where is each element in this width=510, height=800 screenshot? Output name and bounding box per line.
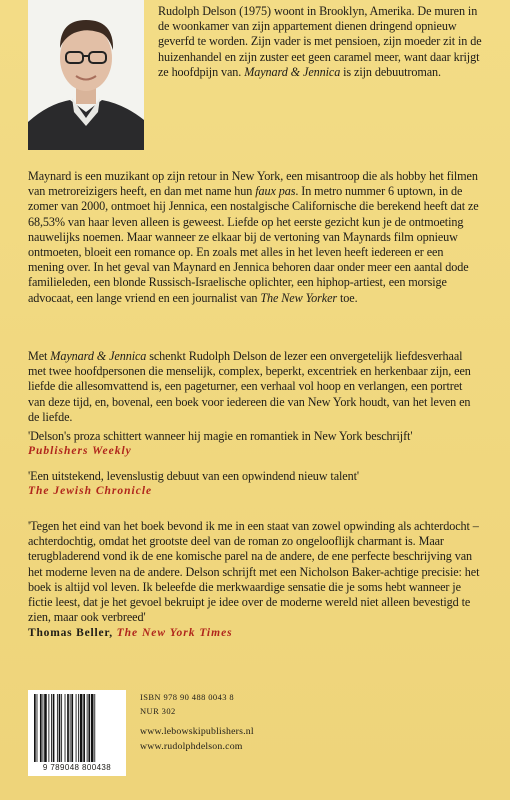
nur-text: NUR 302 <box>140 706 176 717</box>
quote-source: The Jewish Chronicle <box>28 485 153 498</box>
review-quote <box>28 429 482 459</box>
isbn-barcode <box>28 690 126 776</box>
author-photo <box>28 0 144 150</box>
publisher-website-link[interactable]: www.lebowskipublishers.nl <box>140 726 254 738</box>
quote-text: 'Tegen het eind van het boek bevond ik me in een staat van zowel opwinding als achterdocht – achterdochtig, omdat het grootste deel van de roman zo ongelooflijk charmant is. Maar terugbladerend vond ik de ene komische parel na de andere, de ene perfecte beschrijving van het moderne leven na de andere. Delson schrijft met een Nicholson Baker-achtige precisie: het boek is altijd vol leven. Ik beleefde die merkwaardige sensatie die je soms hebt wanneer je fictie leest, dat je het gevoel bekruipt je idee over de moderne wereld niet alleen bevestigd te zien, maar ook verbreed' <box>28 519 480 625</box>
author-bio: Rudolph Delson (1975) woont in Brooklyn, Amerika. De muren in de woonkamer van zijn appartement dienen dringend opnieuw geverfd te worden. Zijn vader is met pensioen, zijn moeder zit in de huizenhandel en zijn zuster eet geen caramel meer, want daar krijgt ze hoofdpijn van. Maynard & Jennica is zijn debuutroman. <box>158 4 482 79</box>
barcode-number: 9 789048 800438 <box>42 763 112 772</box>
quote-source-person: Thomas Beller, <box>28 627 117 640</box>
author-website-link[interactable]: www.rudolphdelson.com <box>140 740 243 752</box>
quote-source: Publishers Weekly <box>28 445 132 458</box>
review-quote <box>28 469 482 499</box>
quote-text: 'Een uitstekend, levenslustig debuut van een opwindend nieuw talent' <box>28 469 359 483</box>
publisher-pitch: Met Maynard & Jennica schenkt Rudolph Delson de lezer een onvergetelijk liefdesverhaal met twee hoofdpersonen die menselijk, complex, beperkt, excentriek en herkenbaar zijn, een liefde die allesomvattend is, een pageturner, een verhaal vol hoop en verlangen, een portret van deze tijd, en, bovenal, een boek voor iedereen die van New York houdt, van het leven en de liefde. <box>28 349 471 424</box>
isbn-text: ISBN 978 90 488 0043 8 <box>140 692 235 702</box>
author-portrait-image <box>28 0 144 150</box>
review-quote <box>28 519 482 642</box>
quote-text: 'Delson's proza schittert wanneer hij magie en romantiek in New York beschrijft' <box>28 429 413 443</box>
barcode-bars <box>32 694 122 762</box>
quote-source: The New York Times <box>116 627 233 640</box>
publication-info <box>140 690 254 754</box>
synopsis: Maynard is een muzikant op zijn retour in New York, een misantroop die als hobby het filmen van metroreizigers heeft, en dan met name hun faux pas. In metro nummer 6 uptown, in de zomer van 2000, ontmoet hij Jennica, een nostalgische Californische die berekend heeft dat ze 68,53% van haar leven alleen is geweest. Liefde op het eerste gezicht kun je de ontmoeting nauwelijks noemen. Maar wanneer ze elkaar bij de vertoning van Maynards film opnieuw ontmoeten, bloeit een romance op. En zoals met alles in het leven heeft iedereen er een mening over. In het geval van Maynard en Jennica behoren daar onder meer een aantal dode familieleden, een blonde Russisch-Israelische oplichter, een hiphop-artiest, een morsige advocaat, een lange vriend en een journalist van The New Yorker toe. <box>28 169 479 305</box>
